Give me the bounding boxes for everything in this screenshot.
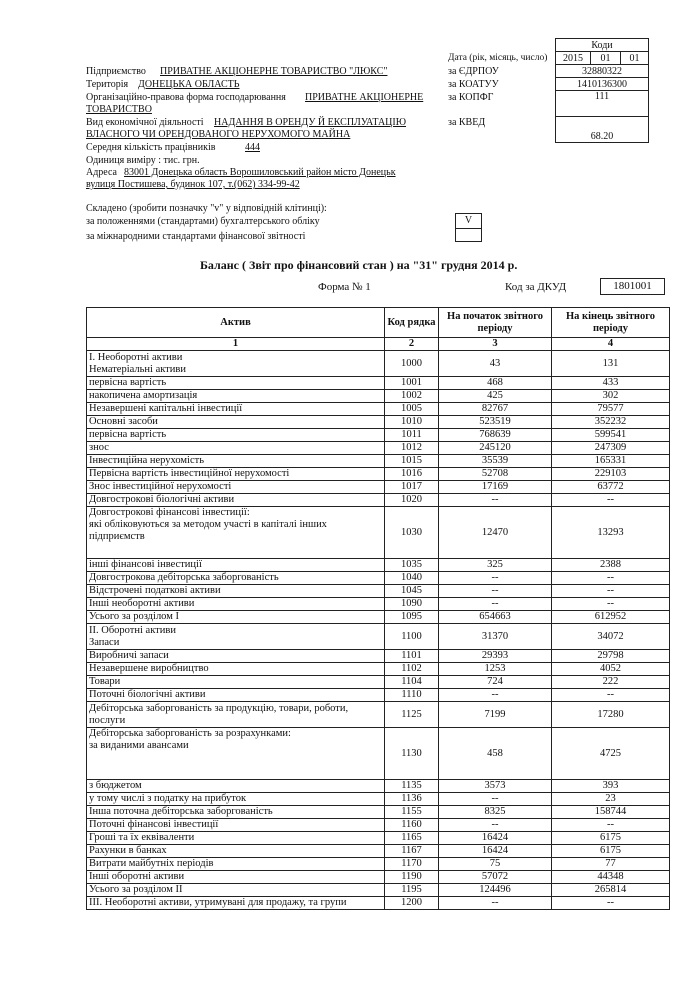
standards-label: за положеннями (стандартами) бухгалтерського обліку	[86, 216, 320, 227]
row-name: II. Оборотні активи Запаси	[87, 624, 385, 650]
row-code: 1090	[385, 598, 439, 611]
row-code: 1195	[385, 884, 439, 897]
table-row	[87, 780, 670, 793]
row-code: 1020	[385, 494, 439, 507]
row-code: 1010	[385, 416, 439, 429]
header-code: Код рядка	[385, 308, 439, 338]
row-start: 31370	[439, 624, 552, 650]
row-name: Інші необоротні активи	[87, 598, 385, 611]
row-name: Поточні фінансові інвестиції	[87, 819, 385, 832]
row-code: 1102	[385, 663, 439, 676]
row-end: --	[552, 897, 670, 910]
row-code: 1130	[385, 728, 439, 780]
colnum-2: 2	[385, 338, 439, 351]
date-day: 01	[621, 52, 649, 65]
row-end: --	[552, 819, 670, 832]
row-start: 57072	[439, 871, 552, 884]
table-row	[87, 676, 670, 689]
row-end: 77	[552, 858, 670, 871]
row-end: 247309	[552, 442, 670, 455]
row-code: 1165	[385, 832, 439, 845]
row-start: 12470	[439, 507, 552, 559]
header-activ: Актив	[87, 308, 385, 338]
table-row	[87, 351, 670, 377]
address-label: Адреса	[86, 167, 117, 178]
ifrs-label: за міжнародними стандартами фінансової звітності	[86, 231, 306, 242]
table-row	[87, 611, 670, 624]
row-code: 1002	[385, 390, 439, 403]
header-end: На кінець звітного періоду	[552, 308, 670, 338]
territory-value: ДОНЕЦЬКА ОБЛАСТЬ	[138, 79, 240, 90]
row-code: 1135	[385, 780, 439, 793]
colnum-3: 3	[439, 338, 552, 351]
row-code: 1011	[385, 429, 439, 442]
form-label: Форма № 1	[318, 281, 371, 293]
kved-value: 68.20	[556, 117, 649, 143]
table-row	[87, 455, 670, 468]
header-start: На початок звітного періоду	[439, 308, 552, 338]
row-end: 2388	[552, 559, 670, 572]
row-name: Довгострокова дебіторська заборгованість	[87, 572, 385, 585]
colnum-1: 1	[87, 338, 385, 351]
row-code: 1200	[385, 897, 439, 910]
row-name: Інші оборотні активи	[87, 871, 385, 884]
row-name: Виробничі запаси	[87, 650, 385, 663]
table-row	[87, 598, 670, 611]
row-start: 82767	[439, 403, 552, 416]
row-start: 458	[439, 728, 552, 780]
row-end: 433	[552, 377, 670, 390]
row-start: --	[439, 572, 552, 585]
table-row	[87, 442, 670, 455]
row-code: 1095	[385, 611, 439, 624]
row-name: Товари	[87, 676, 385, 689]
table-row	[87, 494, 670, 507]
row-start: 1253	[439, 663, 552, 676]
row-start: 17169	[439, 481, 552, 494]
row-name: знос	[87, 442, 385, 455]
row-end: 158744	[552, 806, 670, 819]
standards-checkbox[interactable]: V	[455, 213, 482, 229]
row-end: 165331	[552, 455, 670, 468]
activity-value-2: ВЛАСНОГО ЧИ ОРЕНДОВАНОГО НЕРУХОМОГО МАЙНА	[86, 129, 351, 140]
table-row	[87, 624, 670, 650]
row-code: 1170	[385, 858, 439, 871]
table-row	[87, 793, 670, 806]
row-end: 393	[552, 780, 670, 793]
row-start: --	[439, 585, 552, 598]
row-code: 1005	[385, 403, 439, 416]
table-row	[87, 663, 670, 676]
row-start: 43	[439, 351, 552, 377]
row-name: Інша поточна дебіторська заборгованість	[87, 806, 385, 819]
row-end: 612952	[552, 611, 670, 624]
table-row	[87, 650, 670, 663]
row-name: I. Необоротні активи Нематеріальні активи	[87, 351, 385, 377]
legal-form-value-1: ПРИВАТНЕ АКЦІОНЕРНЕ	[305, 92, 424, 103]
row-start: 3573	[439, 780, 552, 793]
row-code: 1040	[385, 572, 439, 585]
legal-form-value-2: ТОВАРИСТВО	[86, 104, 152, 115]
table-row	[87, 819, 670, 832]
row-end: --	[552, 572, 670, 585]
table-row	[87, 806, 670, 819]
row-start: 16424	[439, 845, 552, 858]
table-row	[87, 702, 670, 728]
row-end: 352232	[552, 416, 670, 429]
row-name: Довгострокові фінансові інвестиції: які обліковуються за методом участі в капіталі інших підприємств	[87, 507, 385, 559]
row-end: 131	[552, 351, 670, 377]
table-row	[87, 884, 670, 897]
edrpou-value: 32880322	[556, 65, 649, 78]
row-name: інші фінансові інвестиції	[87, 559, 385, 572]
date-label: Дата (рік, місяць, число)	[448, 53, 548, 63]
date-year: 2015	[556, 52, 591, 65]
row-end: 79577	[552, 403, 670, 416]
row-start: 245120	[439, 442, 552, 455]
kopfg-label: за КОПФГ	[448, 92, 494, 103]
row-code: 1001	[385, 377, 439, 390]
balance-table	[86, 307, 670, 910]
row-end: 4725	[552, 728, 670, 780]
row-name: Усього за розділом I	[87, 611, 385, 624]
row-end: --	[552, 585, 670, 598]
row-code: 1155	[385, 806, 439, 819]
territory-label: Територія	[86, 79, 129, 90]
ifrs-checkbox[interactable]	[455, 228, 482, 242]
table-row	[87, 572, 670, 585]
row-start: --	[439, 494, 552, 507]
table-row	[87, 429, 670, 442]
row-code: 1017	[385, 481, 439, 494]
row-name: Знос інвестиційної нерухомості	[87, 481, 385, 494]
row-start: --	[439, 819, 552, 832]
compiled-label: Складено (зробити позначку "v" у відповідній клітинці):	[86, 203, 327, 214]
row-start: 75	[439, 858, 552, 871]
row-start: 468	[439, 377, 552, 390]
table-row	[87, 845, 670, 858]
row-start: 768639	[439, 429, 552, 442]
row-name: Відстрочені податкові активи	[87, 585, 385, 598]
table-row	[87, 390, 670, 403]
employees-label: Середня кількість працівників	[86, 142, 216, 153]
kved-label: за КВЕД	[448, 117, 486, 128]
row-end: 302	[552, 390, 670, 403]
row-name: у тому числі з податку на прибуток	[87, 793, 385, 806]
row-code: 1104	[385, 676, 439, 689]
row-end: 222	[552, 676, 670, 689]
row-start: 325	[439, 559, 552, 572]
row-code: 1100	[385, 624, 439, 650]
row-name: Рахунки в банках	[87, 845, 385, 858]
table-row	[87, 728, 670, 780]
row-end: --	[552, 494, 670, 507]
row-end: 599541	[552, 429, 670, 442]
unit-label: Одиниця виміру : тис. грн.	[86, 155, 200, 166]
row-start: 523519	[439, 416, 552, 429]
row-code: 1136	[385, 793, 439, 806]
table-row	[87, 377, 670, 390]
row-start: 52708	[439, 468, 552, 481]
row-end: 6175	[552, 845, 670, 858]
row-end: 265814	[552, 884, 670, 897]
activity-label: Вид економічної діяльності	[86, 117, 204, 128]
legal-form-label: Організаційно-правова форма господарювання	[86, 92, 286, 103]
row-name: III. Необоротні активи, утримувані для продажу, та групи	[87, 897, 385, 910]
table-row	[87, 585, 670, 598]
table-row	[87, 507, 670, 559]
edrpou-label: за ЄДРПОУ	[448, 66, 499, 77]
row-code: 1000	[385, 351, 439, 377]
row-end: 17280	[552, 702, 670, 728]
row-start: 35539	[439, 455, 552, 468]
row-code: 1030	[385, 507, 439, 559]
row-start: 724	[439, 676, 552, 689]
table-row	[87, 832, 670, 845]
row-start: 654663	[439, 611, 552, 624]
row-end: 13293	[552, 507, 670, 559]
row-name: Первісна вартість інвестиційної нерухомості	[87, 468, 385, 481]
codes-header: Коди	[556, 39, 649, 52]
balance-rows	[87, 351, 670, 910]
row-code: 1012	[385, 442, 439, 455]
table-row	[87, 559, 670, 572]
codes-table	[555, 38, 649, 143]
row-end: 229103	[552, 468, 670, 481]
row-start: --	[439, 793, 552, 806]
dkud-value: 1801001	[600, 278, 665, 295]
row-name: Незавершені капітальні інвестиції	[87, 403, 385, 416]
row-code: 1110	[385, 689, 439, 702]
dkud-label: Код за ДКУД	[505, 281, 567, 293]
row-name: Усього за розділом II	[87, 884, 385, 897]
row-code: 1045	[385, 585, 439, 598]
table-row	[87, 689, 670, 702]
row-start: 8325	[439, 806, 552, 819]
row-code: 1035	[385, 559, 439, 572]
page-title: Баланс ( Звіт про фінансовий стан ) на "31" грудня 2014 р.	[200, 258, 518, 272]
enterprise-value: ПРИВАТНЕ АКЦІОНЕРНЕ ТОВАРИСТВО "ЛЮКС"	[160, 66, 388, 77]
row-start: --	[439, 897, 552, 910]
table-row	[87, 416, 670, 429]
employees-value: 444	[245, 142, 260, 153]
address-value-1: 83001 Донецька область Ворошиловський район місто Донецьк	[124, 167, 396, 178]
row-name: Основні засоби	[87, 416, 385, 429]
row-name: Гроші та їх еквіваленти	[87, 832, 385, 845]
row-start: 29393	[439, 650, 552, 663]
row-start: 124496	[439, 884, 552, 897]
row-end: 34072	[552, 624, 670, 650]
kopfg-value: 111	[556, 91, 649, 117]
colnum-4: 4	[552, 338, 670, 351]
row-end: --	[552, 598, 670, 611]
row-name: Дебіторська заборгованість за розрахунками: за виданими авансами	[87, 728, 385, 780]
row-end: 44348	[552, 871, 670, 884]
enterprise-label: Підприємство	[86, 66, 146, 77]
row-name: первісна вартість	[87, 429, 385, 442]
row-start: 425	[439, 390, 552, 403]
row-name: Витрати майбутніх періодів	[87, 858, 385, 871]
table-row	[87, 897, 670, 910]
row-end: 6175	[552, 832, 670, 845]
row-name: Дебіторська заборгованість за продукцію, товари, роботи, послуги	[87, 702, 385, 728]
row-name: Довгострокові біологічні активи	[87, 494, 385, 507]
activity-value-1: НАДАННЯ В ОРЕНДУ Й ЕКСПЛУАТАЦІЮ	[214, 117, 407, 128]
row-code: 1125	[385, 702, 439, 728]
table-row	[87, 871, 670, 884]
koatuu-value: 1410136300	[556, 78, 649, 91]
row-end: 23	[552, 793, 670, 806]
row-name: Інвестиційна нерухомість	[87, 455, 385, 468]
row-start: --	[439, 598, 552, 611]
row-code: 1101	[385, 650, 439, 663]
table-row	[87, 858, 670, 871]
row-name: Поточні біологічні активи	[87, 689, 385, 702]
row-code: 1160	[385, 819, 439, 832]
row-code: 1190	[385, 871, 439, 884]
row-end: 63772	[552, 481, 670, 494]
row-name: з бюджетом	[87, 780, 385, 793]
row-start: 7199	[439, 702, 552, 728]
table-row	[87, 468, 670, 481]
table-row	[87, 403, 670, 416]
row-name: Незавершене виробництво	[87, 663, 385, 676]
row-start: --	[439, 689, 552, 702]
row-code: 1016	[385, 468, 439, 481]
row-name: первісна вартість	[87, 377, 385, 390]
row-end: --	[552, 689, 670, 702]
address-value-2: вулиця Постишева, будинок 107, т.(062) 334-99-42	[86, 179, 300, 190]
row-code: 1015	[385, 455, 439, 468]
table-row	[87, 481, 670, 494]
date-month: 01	[591, 52, 621, 65]
row-code: 1167	[385, 845, 439, 858]
row-end: 4052	[552, 663, 670, 676]
row-end: 29798	[552, 650, 670, 663]
row-start: 16424	[439, 832, 552, 845]
row-name: накопичена амортизація	[87, 390, 385, 403]
koatuu-label: за КОАТУУ	[448, 79, 499, 90]
